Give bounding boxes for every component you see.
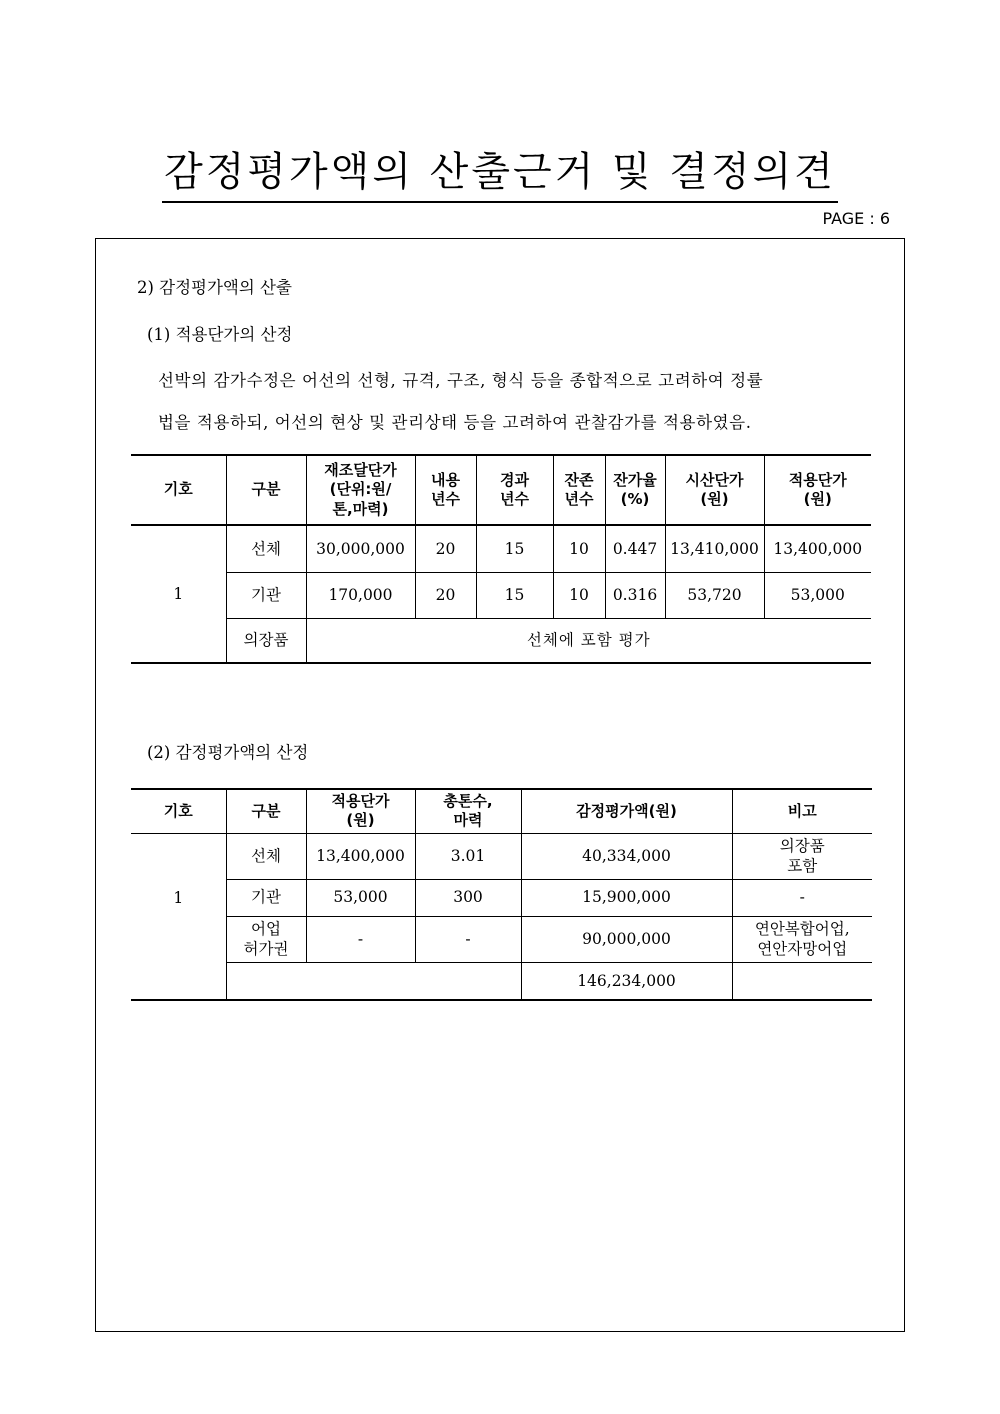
total-row [131, 962, 872, 1000]
t1-r1-elapsed: 15 [476, 572, 553, 618]
t2-r2-category [226, 916, 306, 962]
table-row [131, 525, 871, 572]
t1-header-applied-l1: 적용단가 [788, 470, 847, 489]
appraisal-amount-table [131, 788, 872, 1001]
t1-code: 1 [173, 584, 184, 603]
t2-r2-amount: 90,000,000 [521, 916, 732, 962]
content-frame [95, 238, 905, 1332]
t2-r0-qty: 3.01 [415, 833, 521, 879]
t1-header-applied [764, 455, 871, 525]
t2-header-category: 구분 [226, 789, 306, 833]
t1-header-elapsed [476, 455, 553, 525]
t1-header-cost-l3: 톤,마력) [332, 499, 389, 518]
unit-price-table [131, 454, 871, 664]
t2-r1-amount: 15,900,000 [521, 879, 732, 916]
table1-header-row [131, 455, 871, 525]
t1-header-code: 기호 [131, 455, 226, 525]
t2-r0-unit: 13,400,000 [306, 833, 415, 879]
t2-r0-category: 선체 [226, 833, 306, 879]
t1-r0-category: 선체 [226, 525, 306, 572]
t1-header-applied-l2: (원) [803, 490, 832, 508]
t1-r0-cost: 30,000,000 [306, 525, 415, 572]
t2-r2-unit: - [306, 916, 415, 962]
t1-r2-category: 의장품 [226, 618, 306, 663]
t1-r0-applied: 13,400,000 [764, 525, 871, 572]
t1-r0-elapsed: 15 [476, 525, 553, 572]
table-row [131, 833, 872, 879]
t2-r0-amount: 40,334,000 [521, 833, 732, 879]
t1-r1-category: 기관 [226, 572, 306, 618]
t1-header-life [415, 455, 476, 525]
t1-header-market-l2: (원) [700, 490, 729, 508]
t2-header-qty-l2: 마력 [453, 811, 483, 830]
table-row [131, 916, 872, 962]
table-row [131, 879, 872, 916]
t2-code: 1 [173, 888, 184, 907]
t2-r2-category-l2: 허가권 [243, 940, 289, 958]
paragraph-line-2: 법을 적용하되, 어선의 현상 및 관리상태 등을 고려하여 관찰감가를 적용하였음. [158, 413, 752, 432]
t1-header-remain [553, 455, 605, 525]
t1-header-rate-l1: 잔가율 [613, 470, 657, 489]
table-row [131, 618, 871, 663]
table2-header-row [131, 789, 872, 833]
t2-header-unit-l2: (원) [346, 811, 375, 830]
t1-r0-market: 13,410,000 [665, 525, 764, 572]
t1-header-cost-l1: 재조달단가 [324, 460, 397, 479]
t2-r1-remark: - [732, 879, 872, 916]
t1-header-market [665, 455, 764, 525]
t2-r0-remark-l2: 포함 [787, 857, 818, 875]
page-title [0, 140, 1000, 197]
t2-header-qty-l1: 총톤수, [443, 791, 493, 810]
section-heading: 2) 감정평가액의 산출 [137, 278, 292, 297]
t1-header-life-l1: 내용 [431, 470, 460, 489]
t2-r0-remark [732, 833, 872, 879]
t2-r1-category: 기관 [226, 879, 306, 916]
t2-r0-remark-l1: 의장품 [779, 836, 825, 855]
paragraph-line-1: 선박의 감가수정은 어선의 선형, 규격, 구조, 형식 등을 종합적으로 고려하여 정률 [158, 371, 764, 390]
t1-r2-note: 선체에 포함 평가 [306, 618, 871, 663]
t1-r1-market: 53,720 [665, 572, 764, 618]
page-title-text: 감정평가액의 산출근거 및 결정의견 [162, 149, 838, 203]
t1-header-rate-l2: (%) [620, 490, 650, 508]
t1-header-remain-l2: 년수 [564, 490, 594, 508]
t1-header-rate [605, 455, 665, 525]
table-row [131, 572, 871, 618]
t2-r2-remark [732, 916, 872, 962]
t2-r2-remark-l2: 연안자망어업 [757, 940, 848, 958]
subsection-heading-1: (1) 적용단가의 산정 [147, 325, 293, 344]
t1-header-cost-l2: (단위:원/ [329, 480, 392, 499]
t2-r2-category-l1: 어업 [251, 919, 281, 938]
t1-r1-rate: 0.316 [605, 572, 665, 618]
t1-header-category: 구분 [226, 455, 306, 525]
t2-header-unit [306, 789, 415, 833]
page-number: PAGE : 6 [822, 209, 890, 228]
t2-header-amount: 감정평가액(원) [521, 789, 732, 833]
t2-r2-remark-l1: 연안복합어업, [754, 919, 850, 938]
t1-header-elapsed-l2: 년수 [500, 490, 529, 508]
t1-r0-life: 20 [415, 525, 476, 572]
t2-total-blank [226, 962, 521, 1000]
t2-header-code: 기호 [131, 789, 226, 833]
t2-total-remark [732, 962, 872, 1000]
t1-r1-remain: 10 [553, 572, 605, 618]
t2-header-qty [415, 789, 521, 833]
t1-header-life-l2: 년수 [431, 490, 460, 508]
t1-r0-remain: 10 [553, 525, 605, 572]
t1-header-market-l1: 시산단가 [685, 470, 744, 489]
t1-r1-applied: 53,000 [764, 572, 871, 618]
t1-header-cost [306, 455, 415, 525]
t1-r0-rate: 0.447 [605, 525, 665, 572]
t2-r2-qty: - [415, 916, 521, 962]
t2-header-remark: 비고 [732, 789, 872, 833]
t1-r1-cost: 170,000 [306, 572, 415, 618]
t2-r1-qty: 300 [415, 879, 521, 916]
subsection-heading-2: (2) 감정평가액의 산정 [147, 743, 309, 762]
t1-header-elapsed-l1: 경과 [500, 470, 529, 489]
t2-header-unit-l1: 적용단가 [331, 791, 390, 810]
t2-total-blank-code [131, 962, 226, 1000]
t2-total-amount: 146,234,000 [521, 962, 732, 1000]
t1-header-remain-l1: 잔존 [564, 470, 594, 489]
t2-r1-unit: 53,000 [306, 879, 415, 916]
t1-r1-life: 20 [415, 572, 476, 618]
